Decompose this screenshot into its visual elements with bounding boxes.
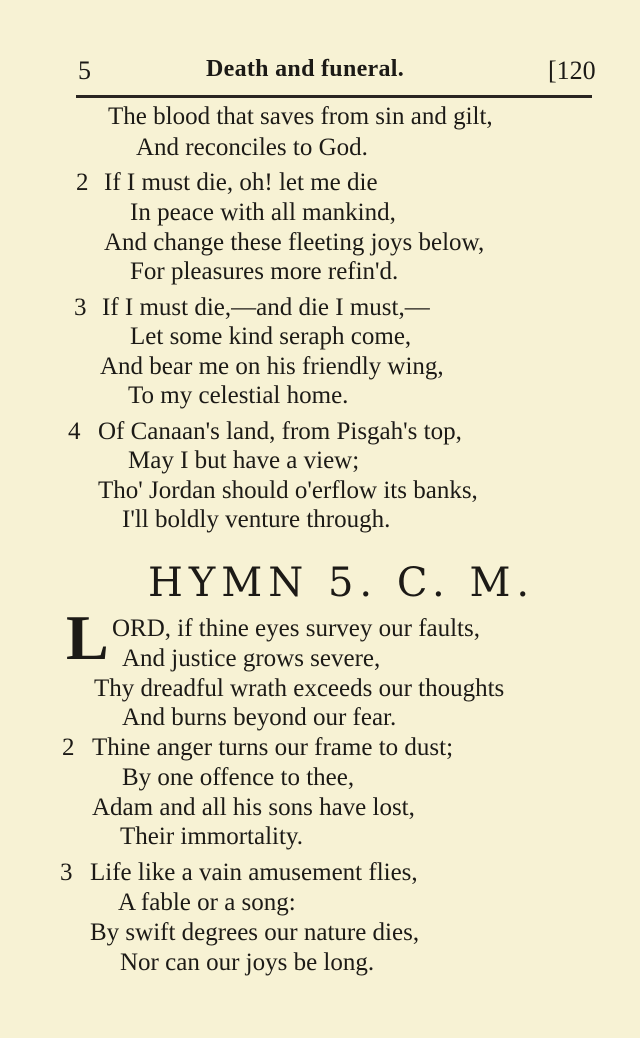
hymn-title: HYMN 5. C. M. [148,560,536,606]
verse-line: In peace with all mankind, [130,199,396,226]
header-rule [76,95,592,98]
verse-number: 2 [62,734,75,761]
verse-line: Thine anger turns our frame to dust; [92,734,454,761]
header-page-number: [120 [548,56,596,85]
verse-line: By one offence to thee, [122,764,355,791]
verse-line: Let some kind seraph come, [130,323,412,350]
verse-line: Life like a vain amusement flies, [90,859,418,886]
verse-line: ORD, if thine eyes survey our faults, [112,615,480,642]
running-header [0,52,640,88]
verse-line: If I must die,—and die I must,— [102,294,430,321]
verse-line: For pleasures more refin'd. [130,258,399,285]
header-title: Death and funeral. [206,56,405,82]
verse-line: May I but have a view; [128,447,360,474]
verse-line: And justice grows severe, [122,645,381,672]
verse-line: To my celestial home. [128,382,349,409]
verse-line: Nor can our joys be long. [120,949,375,976]
verse-line: The blood that saves from sin and gilt, [108,103,493,130]
verse-line: Their immortality. [120,823,304,850]
verse-number: 4 [68,418,81,445]
verse-line: Tho' Jordan should o'erflow its banks, [98,477,478,504]
header-left-number: 5 [78,56,91,85]
verse-line: A fable or a song: [118,889,296,916]
verse-line: And burns beyond our fear. [122,704,397,731]
verse-number: 3 [60,859,73,886]
verse-number: 3 [74,294,87,321]
verse-line: And change these fleeting joys below, [104,229,485,256]
verse-line: Thy dreadful wrath exceeds our thoughts [94,675,505,702]
drop-cap: L [66,602,109,673]
verse-line: If I must die, oh! let me die [104,169,378,196]
verse-line: I'll boldly venture through. [122,506,391,533]
verse-line: And bear me on his friendly wing, [100,353,444,380]
verse-line: Of Canaan's land, from Pisgah's top, [98,418,462,445]
verse-line: Adam and all his sons have lost, [92,794,415,821]
verse-line: By swift degrees our nature dies, [90,919,420,946]
verse-line: And reconciles to God. [136,134,368,161]
verse-number: 2 [76,169,89,196]
